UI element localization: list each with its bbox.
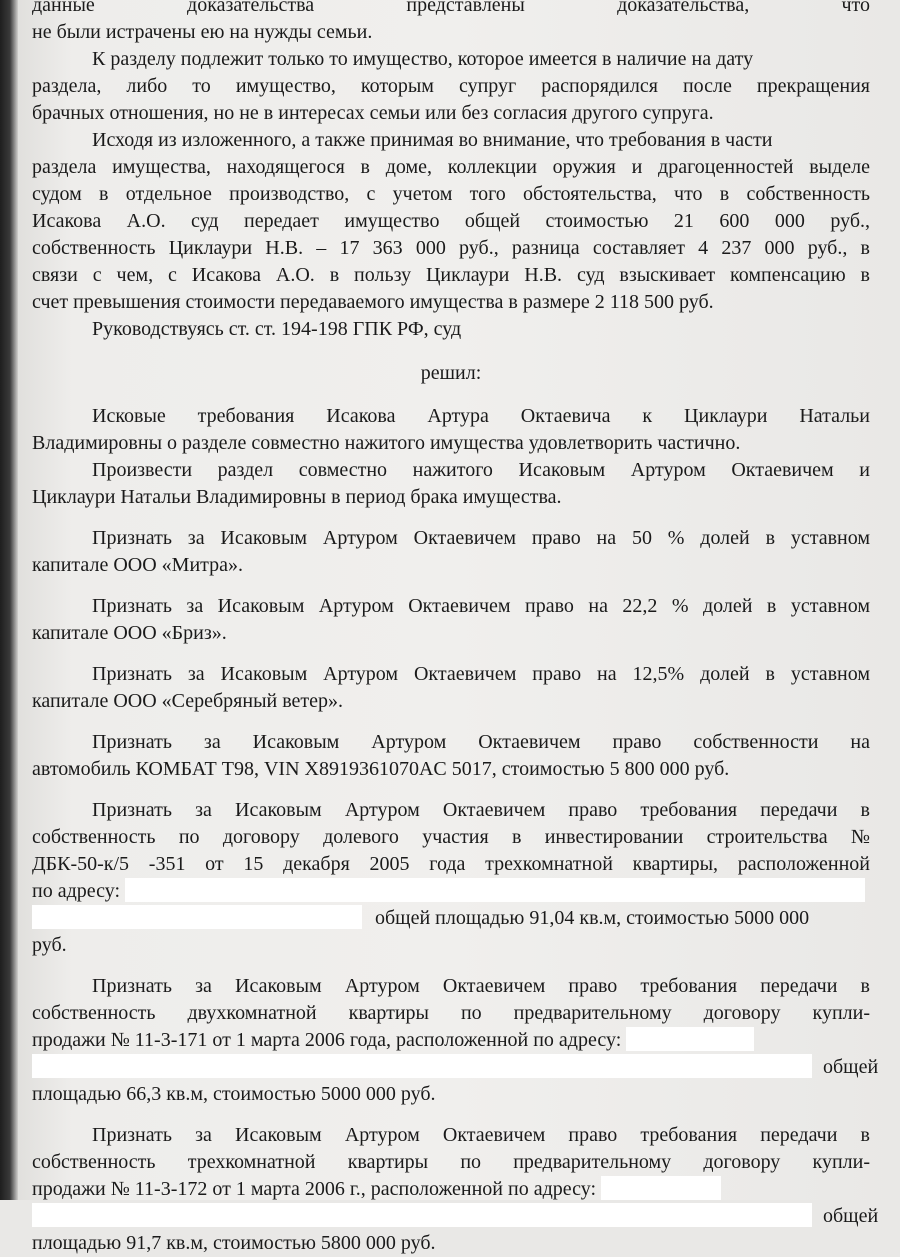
text-line: связи с чем, с Исакова А.О. в пользу Циклаури Н.В. суд взыскивает компенсацию в — [32, 264, 870, 286]
decision-heading: решил: — [420, 362, 482, 384]
text-line: Признать за Исаковым Артуром Октаевичем право на 12,5% долей в уставном — [92, 663, 870, 685]
redacted-address — [32, 1203, 812, 1227]
text-line: Признать за Исаковым Артуром Октаевичем право на 22,2 % долей в уставном — [92, 595, 870, 617]
text-line — [32, 1203, 879, 1230]
text-line — [32, 1054, 879, 1081]
text-line: руб. — [32, 934, 67, 956]
text-line: Исакова А.О. суд передает имущество общей стоимостью 21 600 000 руб., — [32, 210, 870, 232]
text-line: не были истрачены ею на нужды семьи. — [32, 21, 373, 43]
text-fragment: продажи № 11-3-171 от 1 марта 2006 года, расположенной по адресу: — [32, 1029, 622, 1051]
redacted-address — [32, 905, 362, 929]
text-fragment: продажи № 11-3-172 от 1 марта 2006 г., расположенной по адресу: — [32, 1178, 597, 1200]
text-line — [32, 878, 870, 905]
text-line: площадью 91,7 кв.м, стоимостью 5800 000 руб. — [32, 1232, 436, 1254]
text-line: собственность по договору долевого участия в инвестировании строительства № — [32, 826, 870, 848]
text-line: счет превышения стоимости передаваемого имущества в размере 2 118 500 руб. — [32, 291, 714, 313]
text-line — [32, 1027, 870, 1054]
text-fragment: общей площадью 91,04 кв.м, стоимостью 5000 000 — [375, 907, 810, 929]
redacted-address — [601, 1176, 721, 1200]
text-line: судом в отдельное производство, с учетом того обстоятельства, что в собственность — [32, 183, 870, 205]
text-fragment: по адресу: — [32, 880, 121, 902]
text-line — [32, 905, 870, 932]
text-line: раздела имущества, находящегося в доме, коллекции оружия и драгоценностей выделе — [32, 156, 870, 178]
redacted-address — [125, 878, 865, 902]
page-edge-shadow — [0, 0, 18, 1200]
text-line: К разделу подлежит только то имущество, которое имеется в наличие на дату — [92, 48, 754, 70]
text-line: капитале ООО «Бриз». — [32, 622, 227, 644]
text-line: Признать за Исаковым Артуром Октаевичем право собственности на — [92, 731, 870, 753]
text-line: собственность трехкомнатной квартиры по предварительному договору купли- — [32, 1151, 870, 1173]
text-line: брачных отношения, но не в интересах семьи или без согласия другого супруга. — [32, 102, 714, 124]
text-line: Признать за Исаковым Артуром Октаевичем право требования передачи в — [92, 799, 870, 821]
text-line: собственность Циклаури Н.В. – 17 363 000 руб., разница составляет 4 237 000 руб., в — [32, 237, 870, 259]
text-line: капитале ООО «Серебряный ветер». — [32, 690, 344, 712]
text-line: Исходя из изложенного, а также принимая во внимание, что требования в части — [92, 129, 773, 151]
text-line: Произвести раздел совместно нажитого Исаковым Артуром Октаевичем и — [92, 459, 870, 481]
text-line: площадью 66,3 кв.м, стоимостью 5000 000 руб. — [32, 1083, 436, 1105]
redacted-address — [32, 1054, 812, 1078]
text-line: Исковые требования Исакова Артура Октаевича к Циклаури Натальи — [92, 405, 870, 427]
text-line: Признать за Исаковым Артуром Октаевичем право требования передачи в — [92, 975, 870, 997]
text-line: собственность двухкомнатной квартиры по предварительному договору купли- — [32, 1002, 870, 1024]
text-line: Циклаури Натальи Владимировны в период брака имущества. — [32, 486, 562, 508]
document-text — [32, 0, 879, 1257]
text-line: раздела, либо то имущество, которым супруг распорядился после прекращения — [32, 75, 870, 97]
text-line — [32, 1176, 870, 1203]
redacted-address — [626, 1027, 754, 1051]
text-fragment: общей — [823, 1056, 879, 1078]
text-line: данные доказательства представлены доказательства, что — [32, 0, 870, 16]
text-fragment: общей — [823, 1205, 879, 1227]
text-line: автомобиль КОМБАТ Т98, VIN X8919361070AC 5017, стоимостью 5 800 000 руб. — [32, 758, 730, 780]
text-line: капитале ООО «Митра». — [32, 554, 244, 576]
text-line: Признать за Исаковым Артуром Октаевичем право на 50 % долей в уставном — [92, 527, 870, 549]
text-line: Владимировны о разделе совместно нажитого имущества удовлетворить частично. — [32, 432, 741, 454]
text-line: ДБК-50-к/5 -351 от 15 декабря 2005 года трехкомнатной квартиры, расположенной — [32, 853, 870, 875]
text-line: Руководствуясь ст. ст. 194-198 ГПК РФ, суд — [92, 318, 462, 340]
text-line: Признать за Исаковым Артуром Октаевичем право требования передачи в — [92, 1124, 870, 1146]
